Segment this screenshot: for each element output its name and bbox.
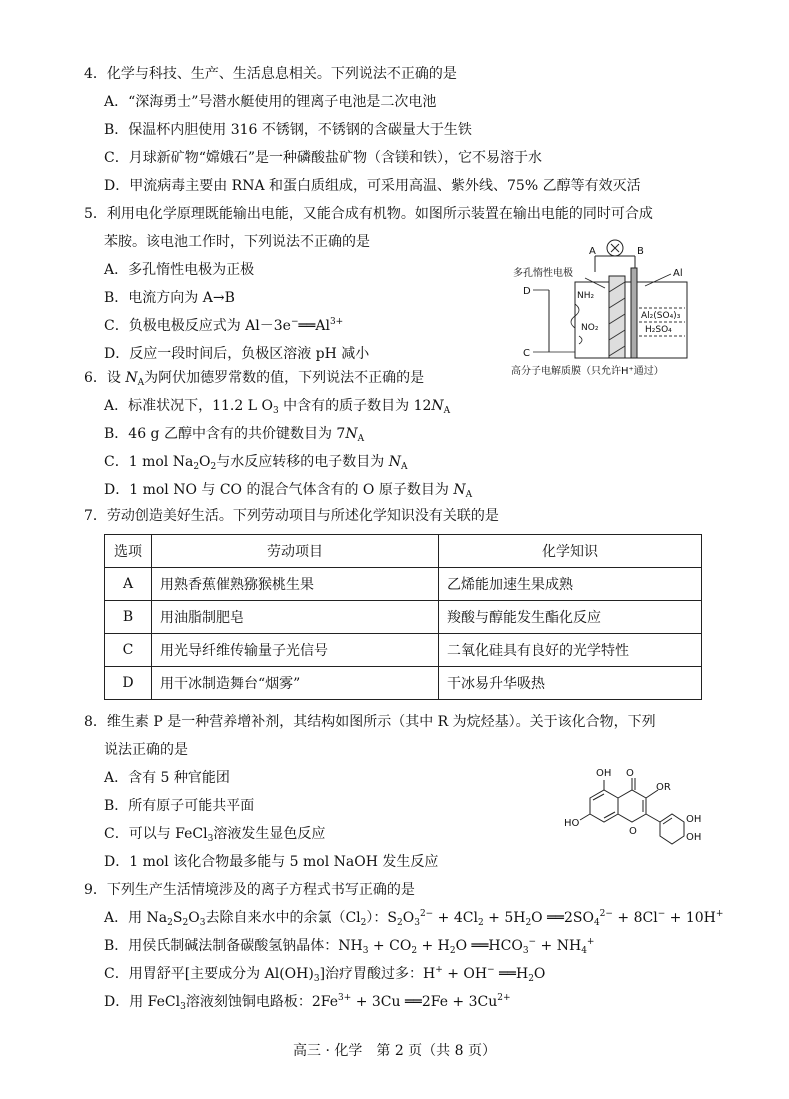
table-cell: D	[105, 667, 152, 700]
header-labor: 劳动项目	[152, 535, 439, 568]
q4-option-a: A．“深海勇士”号潜水艇使用的锂离子电池是二次电池	[104, 94, 437, 110]
table-cell: A	[105, 568, 152, 601]
table-cell: 用光导纤维传输量子光信号	[152, 634, 439, 667]
d-label: D	[523, 286, 531, 297]
table-row	[105, 634, 702, 667]
al2so4-label: Al₂(SO₄)₃	[641, 311, 681, 321]
table-row	[105, 601, 702, 634]
q5-stem-line1: 5．利用电化学原理既能输出电能，又能合成有机物。如图所示装置在输出电能的同时可合成	[84, 206, 653, 222]
q9-stem: 9．下列生产生活情境涉及的离子方程式书写正确的是	[84, 882, 415, 898]
q8-option-a: A．含有 5 种官能团	[104, 770, 230, 786]
q8-option-c: C．可以与 FeCl$_3$溶液发生显色反应	[104, 826, 326, 844]
or-label: OR	[656, 782, 671, 793]
table-cell: 干冰易升华吸热	[439, 667, 702, 700]
q8-stem-line1: 8．维生素 P 是一种营养增补剂，其结构如图所示（其中 R 为烷烃基）。关于该化合物，下列	[84, 714, 656, 730]
table-cell: 用干冰制造舞台“烟雾”	[152, 667, 439, 700]
table-cell: 用熟香蕉催熟猕猴桃生果	[152, 568, 439, 601]
h2so4-label: H₂SO₄	[645, 325, 672, 335]
vitamin-p-structure	[560, 760, 710, 850]
q6-option-c: C．1 mol $Na_2O_2$与水反应转移的电子数目为 $N_A$	[104, 454, 408, 472]
q5-option-b: B．电流方向为 A→B	[104, 290, 235, 306]
table-header-row	[105, 535, 702, 568]
q6-option-a: A．标准状况下，11.2 L $O_3$ 中含有的质子数目为 $12N_A$	[104, 398, 451, 416]
q7-stem: 7．劳动创造美好生活。下列劳动项目与所述化学知识没有关联的是	[84, 508, 499, 524]
q9-option-b: B．用侯氏制碱法制备碳酸氢钠晶体：$NH_3 + CO_2 + H_2O$ $══HCO_3^- + NH_4^+$	[104, 937, 595, 956]
table-cell: B	[105, 601, 152, 634]
ring-oxygen-label: O	[629, 826, 637, 837]
q9-option-d: D．用 FeCl$_3$溶液刻蚀铜电路板：$2Fe^{3+} + 3Cu$ ══2Fe + $3Cu^{2+}$	[104, 993, 511, 1012]
table-cell: 用油脂制肥皂	[152, 601, 439, 634]
table-row	[105, 667, 702, 700]
o-carbonyl-label: O	[626, 768, 634, 779]
battery-diagram	[505, 232, 715, 382]
q6-option-b: B．46 g 乙醇中含有的共价键数目为 $7N_A$	[104, 426, 365, 444]
q4-option-d: D．甲流病毒主要由 RNA 和蛋白质组成，可采用高温、紫外线、75% 乙醇等有效灭活	[104, 178, 641, 194]
oh-top-label: OH	[596, 768, 612, 779]
q8-option-d: D．1 mol 该化合物最多能与 5 mol NaOH 发生反应	[104, 854, 439, 870]
q9-option-a: A．用 $Na_2S_2O_3$去除自来水中的余氯$(Cl_2)$：$S_2O_3^{2-} + 4Cl_2 + 5H_2O$ $══2SO_4^{2-} + 8Cl^- + 10H^+$	[104, 909, 724, 928]
table-cell: 乙烯能加速生果成熟	[439, 568, 702, 601]
q5-option-c: C．负极电极反应式为 $Al-3e^-══Al^{3+}$	[104, 317, 344, 334]
q5-option-a: A．多孔惰性电极为正极	[104, 262, 255, 278]
q4-stem: 4．化学与科技、生产、生活息息相关。下列说法不正确的是	[84, 66, 457, 82]
q6-option-d: D．1 mol NO 与 CO 的混合气体含有的 O 原子数目为 $N_A$	[104, 482, 473, 500]
ho-label: HO	[564, 818, 580, 829]
header-option: 选项	[105, 535, 152, 568]
q5-option-d: D．反应一段时间后，负极区溶液 pH 减小	[104, 346, 370, 362]
lamp-label-b: B	[637, 246, 644, 257]
table-cell: 二氧化硅具有良好的光学特性	[439, 634, 702, 667]
q4-option-b: B．保温杯内胆使用 316 不锈钢，不锈钢的含碳量大于生铁	[104, 122, 472, 138]
table-row	[105, 568, 702, 601]
lamp-label-a: A	[589, 246, 596, 257]
header-knowledge: 化学知识	[439, 535, 702, 568]
oh-right-upper-label: OH	[686, 814, 702, 825]
q4-option-c: C．月球新矿物“嫦娥石”是一种磷酸盐矿物（含镁和铁），它不易溶于水	[104, 150, 543, 166]
membrane-label: 高分子电解质膜（只允许H⁺通过）	[511, 366, 664, 377]
electrode-label: 多孔惰性电极	[513, 268, 573, 279]
q8-option-b: B．所有原子可能共平面	[104, 798, 255, 814]
table-cell: C	[105, 634, 152, 667]
oh-right-lower-label: OH	[686, 832, 702, 843]
labor-table	[104, 534, 702, 700]
q5-stem-line2: 苯胺。该电池工作时，下列说法不正确的是	[104, 234, 370, 250]
q9-option-c: C．用胃舒平[主要成分为 $Al(OH)_3$]治疗胃酸过多：H+ + OH− $══H_2O$	[104, 965, 546, 984]
nh2-label: NH₂	[577, 291, 595, 301]
table-cell: 羧酸与醇能发生酯化反应	[439, 601, 702, 634]
no2-label: NO₂	[581, 323, 599, 333]
al-label: Al	[673, 268, 683, 279]
q8-stem-line2: 说法正确的是	[104, 742, 188, 758]
c-label: C	[523, 348, 530, 359]
q6-stem: 6．设 $N_A$为阿伏加德罗常数的值，下列说法不正确的是	[84, 370, 425, 388]
page-footer: 高三 · 化学 第 2 页（共 8 页）	[293, 1043, 496, 1059]
